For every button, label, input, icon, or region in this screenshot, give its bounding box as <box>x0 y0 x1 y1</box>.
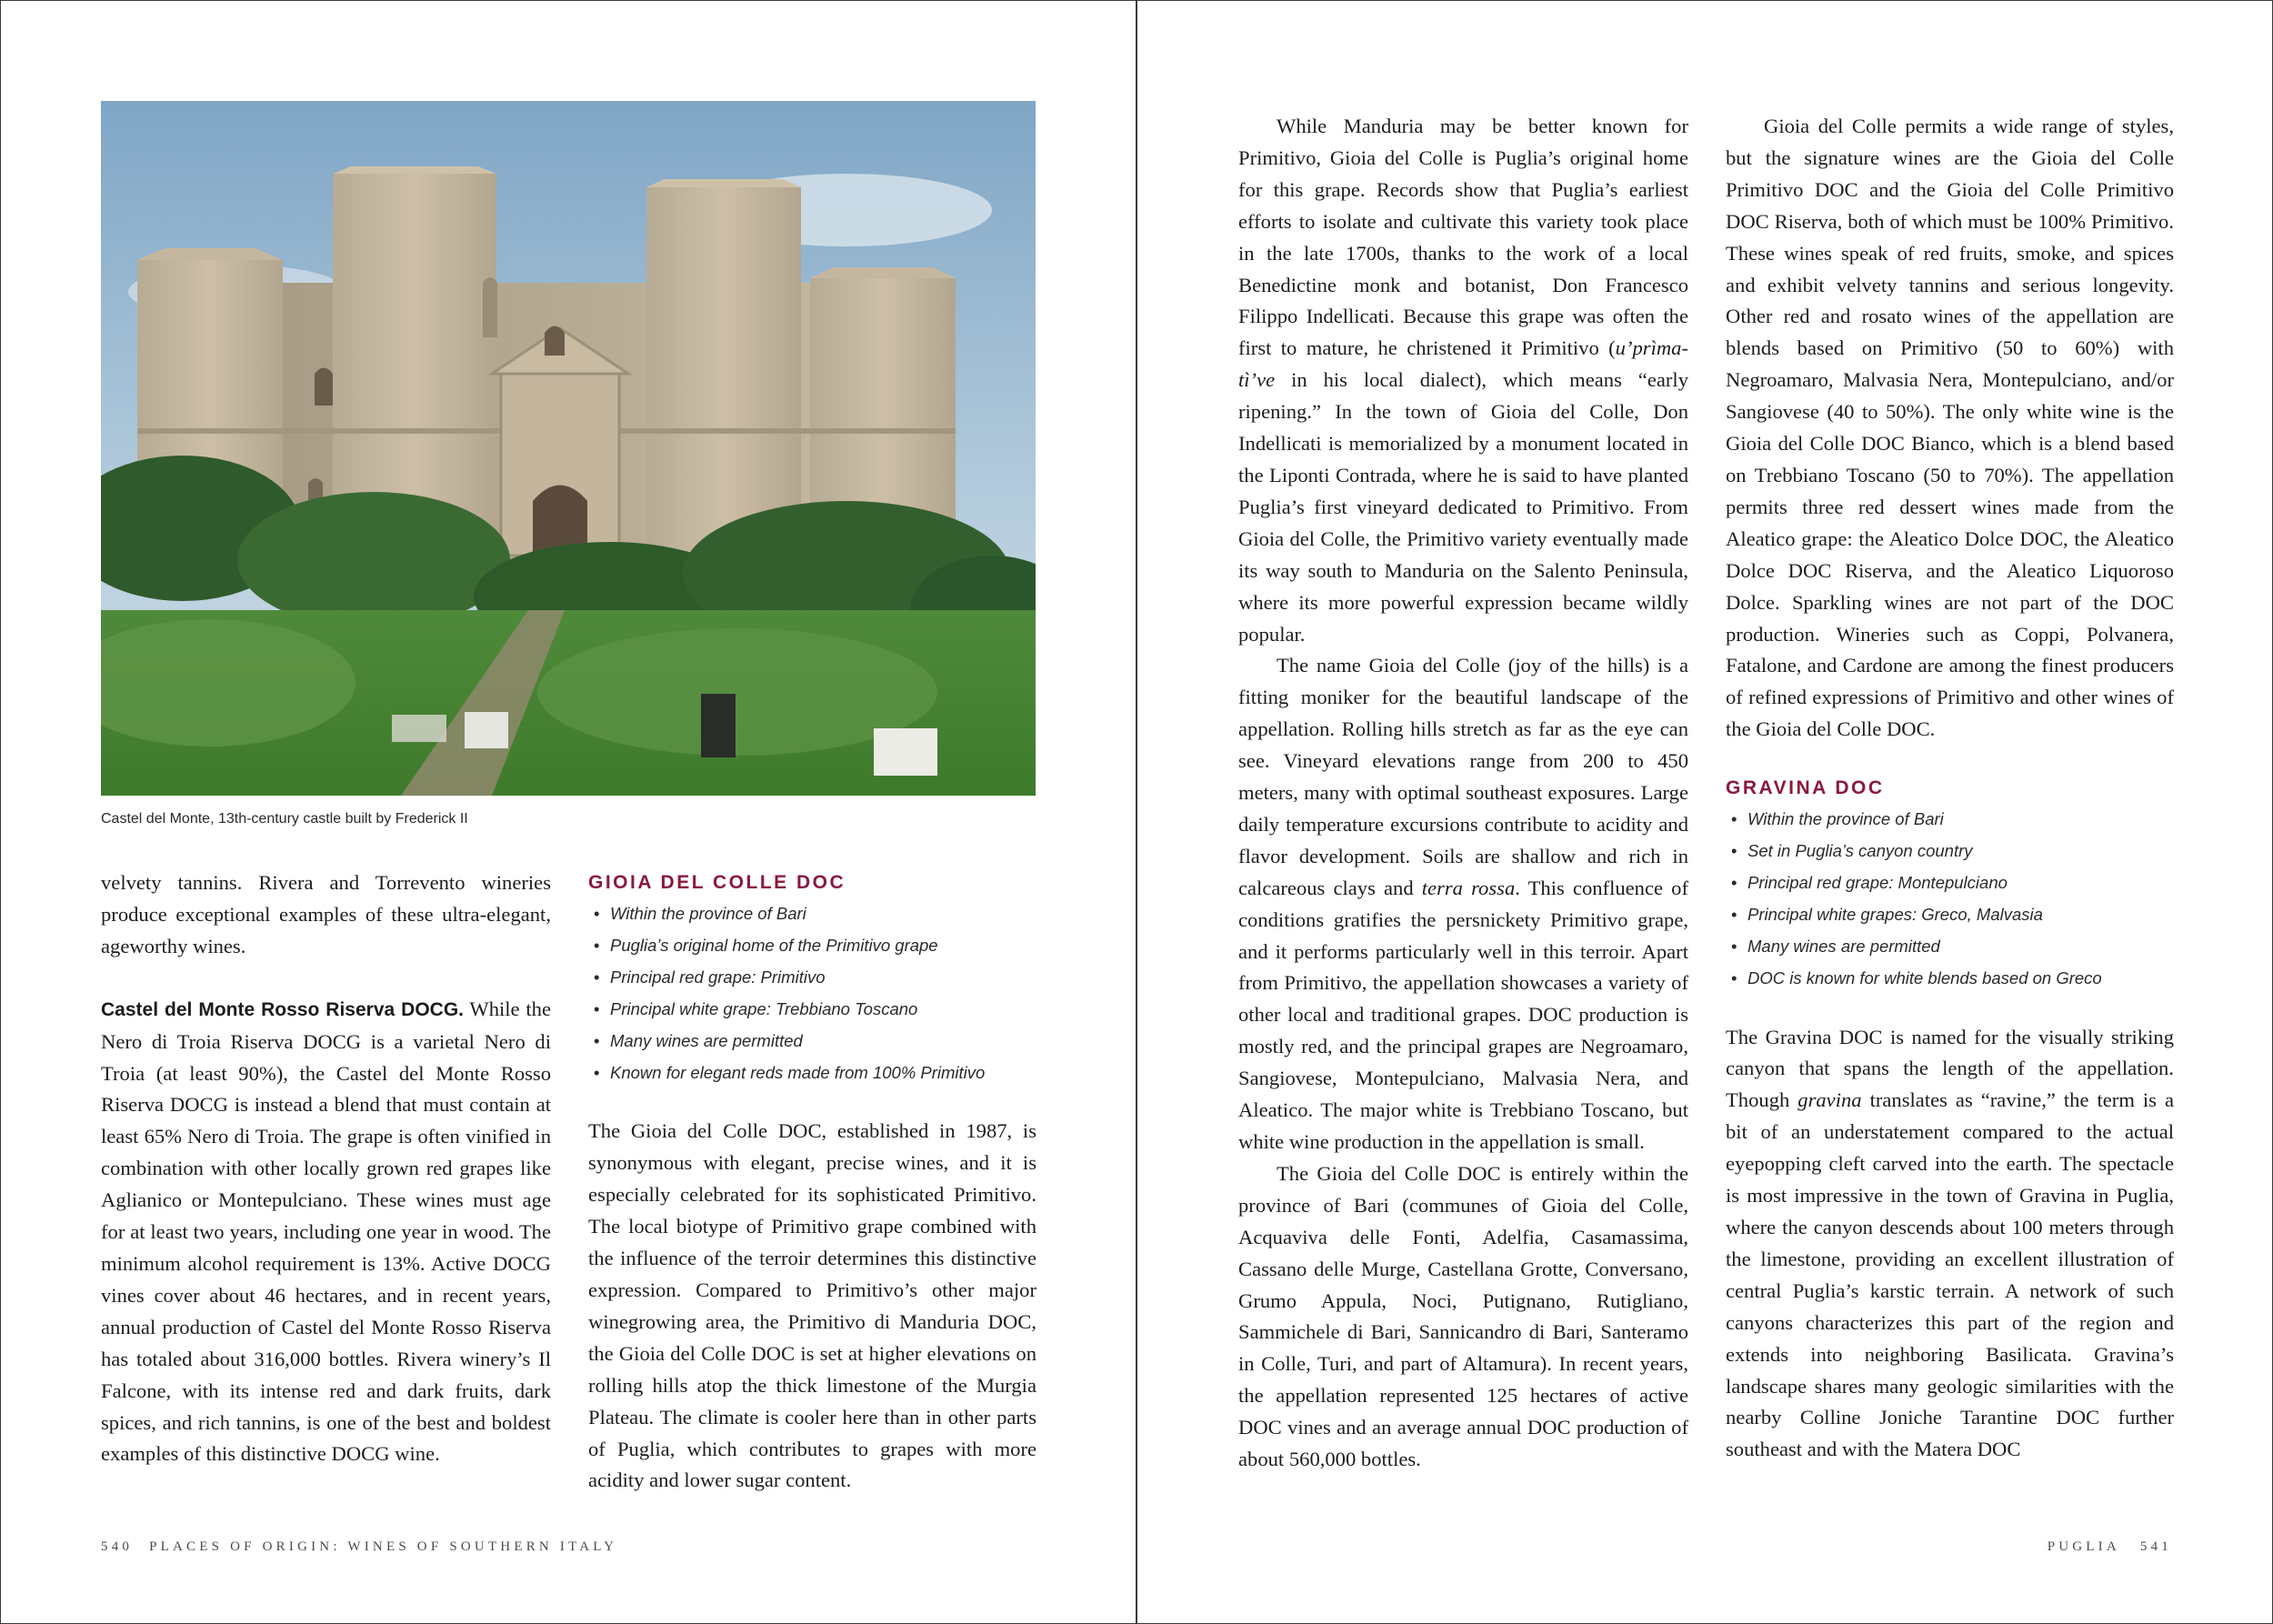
right-page <box>1137 0 2273 1624</box>
bullet-icon: • <box>1731 904 1737 924</box>
bullet-item <box>594 1058 1036 1089</box>
left-column-1 <box>101 867 551 1470</box>
bullet-list <box>1731 804 2174 994</box>
bullet-text: Known for elegant reds made from 100% Primitivo <box>610 1062 986 1082</box>
bullet-text: Principal red grape: Primitivo <box>610 967 826 987</box>
paragraph: The Gioia del Colle DOC, established in 1987, is synonymous with elegant, precise wines, and it is especially celebrated for its sophisticated Primitivo. The local biotype of Primitivo grape combined with the influence of the terroir determines this distinctive expression. Compared to Primitivo’s other major winegrowing area, the Primitivo di Manduria DOC, the Gioia del Colle DOC is set at higher elevations on rolling hills atop the thick limestone of the Murgia Plateau. The climate is cooler here than in other parts of Puglia, which contributes to grapes with more acidity and lower sugar content. <box>588 1119 1036 1492</box>
paragraph-gap <box>1726 995 2174 1022</box>
bullet-item <box>1731 931 2174 963</box>
paragraph <box>101 994 551 1471</box>
paragraph-gap <box>588 1088 1036 1116</box>
bullet-item <box>594 930 1036 962</box>
bullet-item <box>594 962 1036 994</box>
paragraph: Gioia del Colle permits a wide range of styles, but the signature wines are the Gioia del Colle Primitivo DOC and the Gioia del Colle Primitivo DOC Riserva, both of which must be 100% Primitivo. These wines speak of red fruits, smoke, and spices and exhibit velvety tannins and serious longevity. Other red and rosato wines of the appellation are blends based on Primitivo (50 to 60%) with Negroamaro, Malvasia Nera, Montepulciano, and/or Sangiovese (40 to 50%). The only white wine is the Gioia del Colle DOC Bianco, which is a blend based on Trebbiano Toscano (50 to 70%). The appellation permits three red dessert wines made from the Aleatico grape: the Aleatico Dolce DOC, the Aleatico Dolce DOC Riserva, and the Aleatico Liquoroso Dolce. Sparkling wines are not part of the DOC production. Wineries such as Coppi, Polvanera, Fatalone, and Cardone are among the finest producers of refined expressions of Primitivo and other wines of the Gioia del Colle DOC. <box>1726 115 2174 741</box>
bullet-item <box>594 994 1036 1026</box>
bullet-icon: • <box>1731 872 1737 892</box>
bullet-text: Principal white grapes: Greco, Malvasia <box>1747 904 2043 924</box>
right-column-2 <box>1726 111 2174 1466</box>
runin-heading: Castel del Monte Rosso Riserva DOCG. <box>101 998 464 1020</box>
bullet-icon: • <box>594 967 600 987</box>
page-number: 540 <box>101 1539 134 1554</box>
bullet-item <box>1731 867 2174 899</box>
bullet-icon: • <box>594 1062 600 1082</box>
bullet-icon: • <box>594 998 600 1018</box>
bullet-item <box>1731 836 2174 867</box>
paragraph-gap <box>101 963 551 994</box>
right-folio <box>2048 1539 2172 1555</box>
bullet-icon: • <box>594 935 600 955</box>
bullet-item <box>594 1026 1036 1058</box>
castle-photo <box>101 101 1036 796</box>
bullet-icon: • <box>1731 841 1737 861</box>
paragraph-gap <box>1726 746 2174 773</box>
left-column-2 <box>588 867 1036 1497</box>
bullet-text: Within the province of Bari <box>610 904 806 923</box>
section-heading: GIOIA DEL COLLE DOC <box>588 872 846 893</box>
paragraph <box>1238 650 1688 1158</box>
bullet-item <box>1731 804 2174 836</box>
bullet-text: DOC is known for white blends based on Greco <box>1747 967 2102 987</box>
paragraph-text: in his local dialect), which means “early ripening.” In the town of Gioia del Colle, Don Indellicati is memorialized by a monument located in the Liponti Contrada, where he is said to have planted Puglia’s first vineyard dedicated to Primitivo. From Gioia del Colle, the Primitivo variety eventually made its way south to Manduria on the Salento Peninsula, where its more powerful expression became wildly popular. <box>1238 368 1688 646</box>
bullet-item <box>1731 899 2174 931</box>
bullet-icon: • <box>1731 967 1737 987</box>
section-heading: GRAVINA DOC <box>1726 777 1885 799</box>
bullet-icon: • <box>594 1030 600 1050</box>
paragraph-text: While Manduria may be better known for Primitivo, Gioia del Colle is Puglia’s original home for this grape. Records show that Puglia’s earliest efforts to isolate and cultivate this variety took place in the late 1700s, thanks to the work of a local Benedictine monk and botanist, Don Francesco Filippo Indellicati. Because this grape was often the first to mature, he christened it Primitivo ( <box>1238 115 1688 360</box>
bullet-item <box>594 898 1036 930</box>
paragraph-text: The name Gioia del Colle (joy of the hills) is a fitting moniker for the beautiful landscape of the appellation. Rolling hills stretch as far as the eye can see. Vineyard elevations range from 200 to 450 meters, many with optimal southeast exposures. Large daily temperature excursions contribute to acidity and flavor development. Soils are shallow and rich in calcareous clays and <box>1238 654 1688 899</box>
bullet-text: Principal white grape: Trebbiano Toscano <box>610 998 918 1018</box>
bullet-item <box>1731 963 2174 995</box>
right-column-1 <box>1238 111 1688 1476</box>
paragraph-text: The Gravina DOC is named for the visually striking canyon that spans the length of the appellation. Though <box>1726 1025 2174 1112</box>
bullet-text: Within the province of Bari <box>1747 809 1944 829</box>
left-folio <box>101 1539 617 1555</box>
pronunciation: u’prìma-tì’ve <box>1238 336 1688 392</box>
italic-term: terra rossa <box>1421 876 1516 899</box>
paragraph: velvety tannins. Rivera and Torrevento wineries produce exceptional examples of these ultra-elegant, ageworthy wines. <box>101 871 551 957</box>
paragraph-text: . This confluence of conditions gratifies the persnickety Primitivo grape, and it performs particularly well in this terroir. Apart from Primitivo, the appellation showcases a variety of other local and traditional grapes. DOC production is mostly red, and the principal grapes are Negroamaro, Sangiovese, Montepulciano, Malvasia Nera, and Aleatico. The major white is Trebbiano Toscano, but white wine production in the appellation is small. <box>1238 876 1688 1153</box>
running-title: PLACES OF ORIGIN: WINES OF SOUTHERN ITALY <box>149 1539 618 1554</box>
page-number: 541 <box>2139 1539 2172 1554</box>
paragraph: The Gioia del Colle DOC is entirely within the province of Bari (communes of Gioia del Colle, Acquaviva delle Fonti, Adelfia, Casamassima, Cassano delle Murge, Castellana Grotte, Conversano, Grumo Appula, Noci, Putignano, Rutigliano, Sammichele di Bari, Sannicandro di Bari, Santeramo in Colle, Turi, and part of Altamura). In recent years, the appellation represented 125 hectares of active DOC vines and an average annual DOC production of about 560,000 bottles. <box>1238 1161 1688 1471</box>
bullet-list <box>594 898 1036 1088</box>
bullet-text: Many wines are permitted <box>610 1030 803 1050</box>
paragraph <box>1238 111 1688 650</box>
bullet-text: Many wines are permitted <box>1747 936 1940 956</box>
paragraph <box>1726 1022 2174 1467</box>
italic-term: gravina <box>1797 1088 1862 1112</box>
bullet-text: Principal red grape: Montepulciano <box>1747 872 2008 892</box>
photo-caption: Castel del Monte, 13th-century castle built by Frederick II <box>101 811 468 827</box>
paragraph-text: While the Nero di Troia Riserva DOCG is a varietal Nero di Troia (at least 90%), the Castel del Monte Rosso Riserva DOCG is instead a blend that must contain at least 65% Nero di Troia. The grape is often vinified in combination with other locally grown red grapes like Aglianico or Montepulciano. These wines must age for at least two years, including one year in wood. The minimum alcohol requirement is 13%. Active DOCG vines cover about 46 hectares, and in recent years, annual production of Castel del Monte Rosso Riserva has totaled about 316,000 bottles. Rivera winery’s Il Falcone, with its intense red and dark fruits, dark spices, and rich tannins, is one of the best and boldest examples of this distinctive DOCG wine. <box>101 997 551 1466</box>
bullet-icon: • <box>1731 809 1737 829</box>
left-page <box>0 0 1136 1624</box>
running-title: PUGLIA <box>2047 1539 2120 1554</box>
bullet-icon: • <box>1731 936 1737 956</box>
castel-del-monte-illustration <box>101 101 1036 796</box>
bullet-text: Puglia’s original home of the Primitivo grape <box>610 935 938 955</box>
paragraph-text: translates as “ravine,” the term is a bit of an understatement compared to the actual eyepopping cleft carved into the earth. The spectacle is most impressive in the town of Gravina in Puglia, where the canyon descends about 100 meters through the limestone, providing an excellent illustration of central Puglia’s karstic terrain. A network of such canyons characterizes this part of the region and extends into neighboring Basilicata. Gravina’s landscape shares many geologic similarities with the nearby Colline Joniche Tarantine DOC further southeast and with the Matera DOC <box>1726 1088 2174 1461</box>
bullet-text: Set in Puglia’s canyon country <box>1747 841 1973 861</box>
bullet-icon: • <box>594 904 600 923</box>
